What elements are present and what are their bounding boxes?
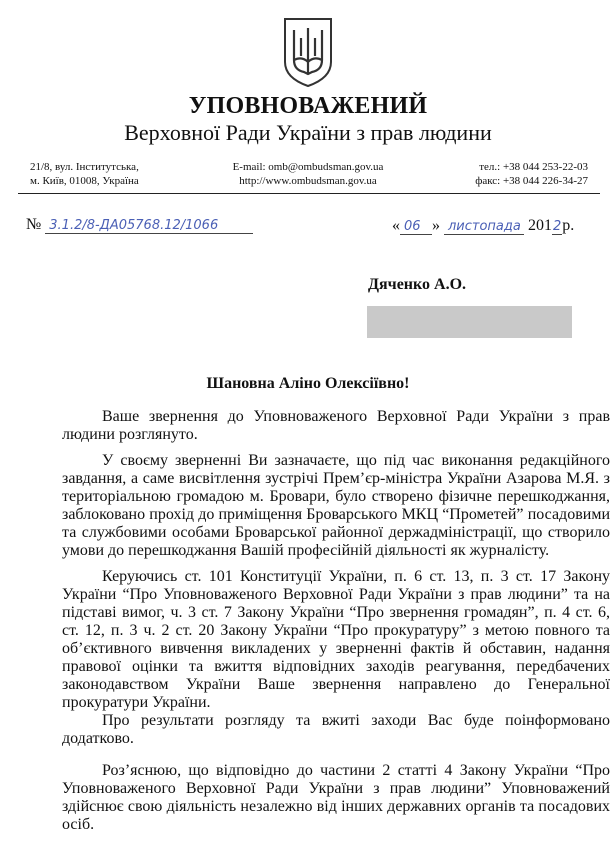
- quote-close: »: [432, 217, 440, 234]
- quote-open: «: [392, 217, 400, 234]
- handwritten-reg-number: 3.1.2/8-ДА05768.12/1066: [45, 218, 253, 234]
- letter-body: [62, 408, 610, 834]
- redacted-address: [367, 306, 572, 338]
- header-divider: [18, 193, 600, 194]
- body-paragraph: Ваше звернення до Уповноваженого Верховної Ради України з прав людини розглянуто.: [62, 408, 610, 443]
- fax-text: факс: +38 044 226-34-27: [475, 175, 588, 187]
- number-sign: №: [26, 216, 42, 233]
- trident-emblem-icon: [282, 16, 334, 88]
- recipient-name: Дяченко А.О.: [368, 276, 467, 293]
- date-year-prefix: 201: [528, 217, 552, 234]
- letter-date: [392, 217, 574, 235]
- address-line: м. Київ, 01008, Україна: [30, 175, 139, 187]
- phone-block: [475, 160, 588, 188]
- phone-text: тел.: +38 044 253-22-03: [479, 161, 588, 173]
- body-paragraph: У своєму зверненні Ви зазначаєте, що під час виконання редакційного завдання, а саме висвітлення зустрічі Прем’єр-міністра України Азарова М.Я. з територіальною громадою м. Бровари, було створено фізичне перешкоджання, заблоковано прохід до приміщення Броварського МКЦ “Прометей” посадовими та службовими особами Броварської районної держадміністрації, що створило умови до перешкоджання Вашій професійній діяльності як журналісту.: [62, 452, 610, 559]
- date-month: листопада: [444, 219, 524, 235]
- date-year-end: р.: [562, 217, 575, 234]
- registration-number: [26, 216, 253, 234]
- date-year-suffix: 2: [553, 219, 562, 234]
- body-paragraph: Керуючись ст. 101 Конституції України, п. 6 ст. 13, п. 3 ст. 17 Закону України “Про Уповноваженого Верховної Ради України з прав людини” та на підставі вимог, ч. 3 ст. 7 Закону України “Про звернення громадян”, п. 4 ст. 6, ст. 12, п. 3 ч. 2 ст. 20 Закону України “Про прокуратуру” з метою повного та об’єктивного вивчення викладених у зверненні фактів й обставин, надання правової оцінки та вжиття відповідних заходів реагування, передбачених законодавством України Ваше звернення направлено до Генеральної прокуратури України.: [62, 568, 610, 711]
- salutation: Шановна Аліно Олексіївно!: [206, 375, 410, 392]
- website-text: http://www.ombudsman.gov.ua: [239, 175, 377, 187]
- email-text: E-mail: omb@ombudsman.gov.ua: [232, 161, 384, 173]
- org-subtitle: Верховної Ради України з прав людини: [124, 120, 492, 145]
- org-title: УПОВНОВАЖЕНИЙ: [188, 93, 428, 119]
- address-line: 21/8, вул. Інститутська,: [30, 161, 139, 173]
- date-day: 06: [400, 219, 432, 235]
- body-paragraph: Роз’яснюю, що відповідно до частини 2 статті 4 Закону України “Про Уповноваженого Верховної Ради України з прав людини” Уповноважений здійснює свою діяльність незалежно від інших державних органів та посадових осіб.: [62, 762, 610, 833]
- body-paragraph: Про результати розгляду та вжиті заходи Вас буде поінформовано додатково.: [62, 712, 610, 747]
